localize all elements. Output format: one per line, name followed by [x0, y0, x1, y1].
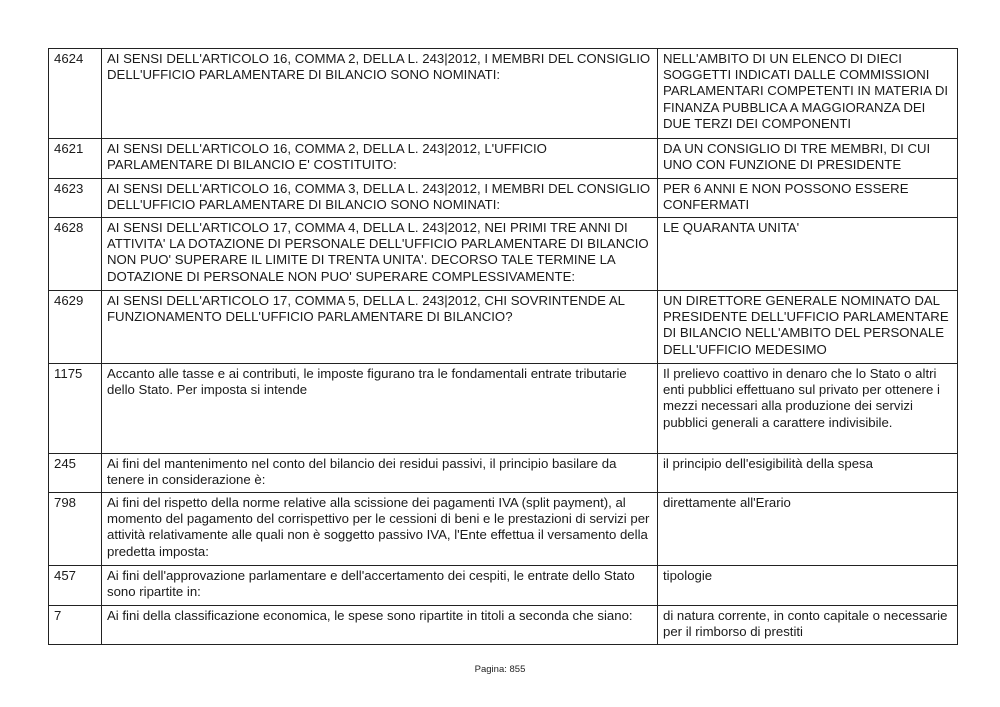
question-id: 798: [49, 493, 102, 566]
table-row: [49, 139, 958, 179]
answer-text: di natura corrente, in conto capitale o necessarie per il rimborso di prestiti: [658, 606, 958, 645]
answer-text: direttamente all'Erario: [658, 493, 958, 566]
question-text: AI SENSI DELL'ARTICOLO 17, COMMA 4, DELLA L. 243|2012, NEI PRIMI TRE ANNI DI ATTIVITA' LA DOTAZIONE DI PERSONALE DELL'UFFICIO PARLAMENTARE DI BILANCIO NON PUO' SUPERARE IL LIMITE DI TRENTA UNITA'. DECORSO TALE TERMINE LA DOTAZIONE DI PERSONALE NON PUO' SUPERARE COMPLESSIVAMENTE:: [102, 218, 658, 291]
question-text: AI SENSI DELL'ARTICOLO 16, COMMA 2, DELLA L. 243|2012, L'UFFICIO PARLAMENTARE DI BILANCIO E' COSTITUITO:: [102, 139, 658, 179]
question-id: 1175: [49, 364, 102, 454]
question-text: Accanto alle tasse e ai contributi, le imposte figurano tra le fondamentali entrate tributarie dello Stato. Per imposta si intende: [102, 364, 658, 454]
question-text: AI SENSI DELL'ARTICOLO 17, COMMA 5, DELLA L. 243|2012, CHI SOVRINTENDE AL FUNZIONAMENTO DELL'UFFICIO PARLAMENTARE DI BILANCIO?: [102, 291, 658, 364]
table-row: [49, 606, 958, 645]
table-row: [49, 179, 958, 218]
question-text: Ai fini del mantenimento nel conto del bilancio dei residui passivi, il principio basilare da tenere in considerazione è:: [102, 454, 658, 493]
answer-text: DA UN CONSIGLIO DI TRE MEMBRI, DI CUI UNO CON FUNZIONE DI PRESIDENTE: [658, 139, 958, 179]
question-id: 4623: [49, 179, 102, 218]
question-id: 4624: [49, 49, 102, 139]
table-row: [49, 49, 958, 139]
question-text: Ai fini dell'approvazione parlamentare e dell'accertamento dei cespiti, le entrate dello Stato sono ripartite in:: [102, 566, 658, 606]
answer-text: Il prelievo coattivo in denaro che lo Stato o altri enti pubblici effettuano sul privato per ottenere i mezzi necessari alla produzione dei servizi pubblici generali a carattere indivisibile.: [658, 364, 958, 454]
answer-text: il principio dell'esigibilità della spesa: [658, 454, 958, 493]
table-row: [49, 566, 958, 606]
question-id: 457: [49, 566, 102, 606]
table-row: [49, 291, 958, 364]
table-row: [49, 218, 958, 291]
question-text: AI SENSI DELL'ARTICOLO 16, COMMA 3, DELLA L. 243|2012, I MEMBRI DEL CONSIGLIO DELL'UFFICIO PARLAMENTARE DI BILANCIO SONO NOMINATI:: [102, 179, 658, 218]
answer-text: tipologie: [658, 566, 958, 606]
question-id: 245: [49, 454, 102, 493]
answer-text: PER 6 ANNI E NON POSSONO ESSERE CONFERMATI: [658, 179, 958, 218]
question-text: AI SENSI DELL'ARTICOLO 16, COMMA 2, DELLA L. 243|2012, I MEMBRI DEL CONSIGLIO DELL'UFFICIO PARLAMENTARE DI BILANCIO SONO NOMINATI:: [102, 49, 658, 139]
table-row: [49, 493, 958, 566]
question-text: Ai fini del rispetto della norme relative alla scissione dei pagamenti IVA (split payment), al momento del pagamento del corrispettivo per le cessioni di beni e le prestazioni di servizi per attività relativamente alle quali non è soggetto passivo IVA, l'Ente effettua il versamento della predetta imposta:: [102, 493, 658, 566]
answer-text: UN DIRETTORE GENERALE NOMINATO DAL PRESIDENTE DELL'UFFICIO PARLAMENTARE DI BILANCIO NELL'AMBITO DEL PERSONALE DELL'UFFICIO MEDESIMO: [658, 291, 958, 364]
question-text: Ai fini della classificazione economica, le spese sono ripartite in titoli a seconda che siano:: [102, 606, 658, 645]
table-row: [49, 364, 958, 454]
answer-text: LE QUARANTA UNITA': [658, 218, 958, 291]
qa-table: [48, 48, 958, 645]
question-id: 4621: [49, 139, 102, 179]
table-row: [49, 454, 958, 493]
question-id: 4629: [49, 291, 102, 364]
answer-text: NELL'AMBITO DI UN ELENCO DI DIECI SOGGETTI INDICATI DALLE COMMISSIONI PARLAMENTARI COMPETENTI IN MATERIA DI FINANZA PUBBLICA A MAGGIORANZA DEI DUE TERZI DEI COMPONENTI: [658, 49, 958, 139]
page-number: Pagina: 855: [474, 664, 526, 675]
question-id: 7: [49, 606, 102, 645]
question-id: 4628: [49, 218, 102, 291]
